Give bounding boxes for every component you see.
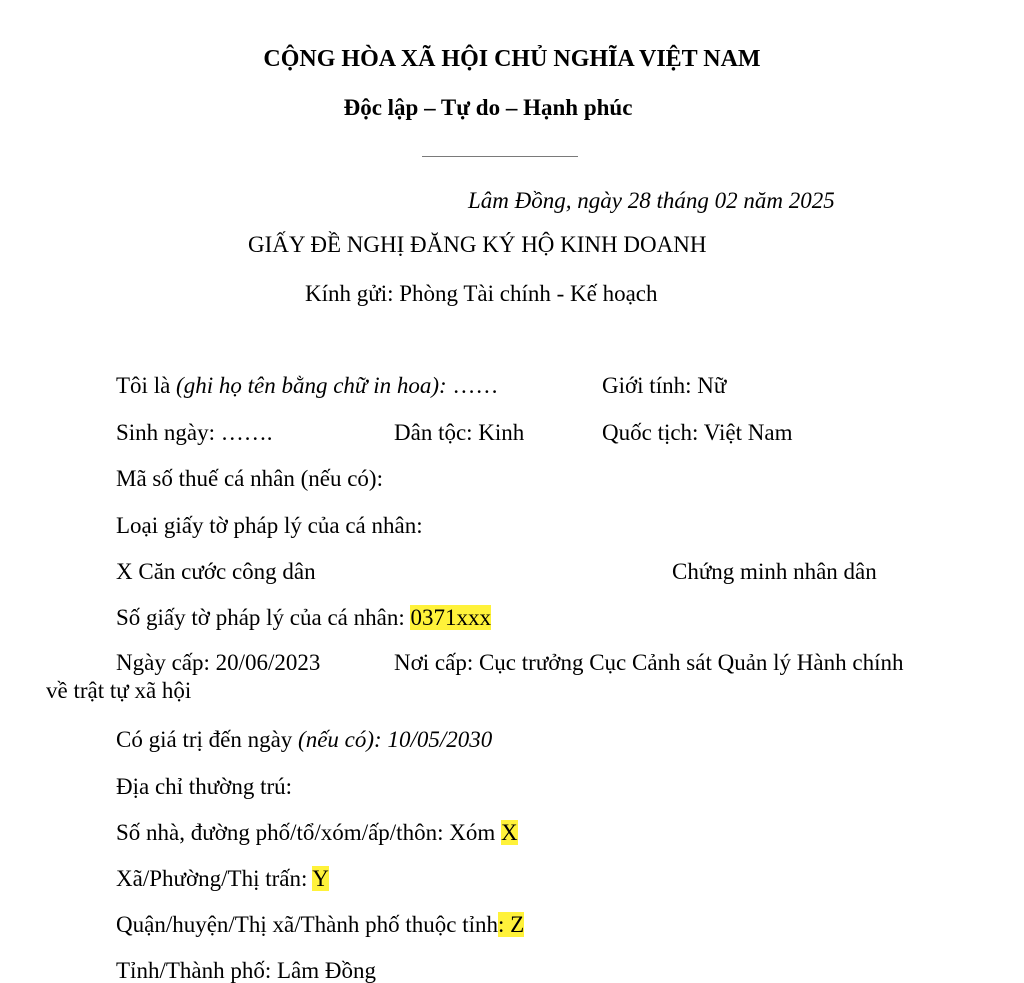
name-label: Tôi là: [116, 373, 177, 398]
district-value: : Z: [497, 912, 525, 937]
id-number-label: Số giấy tờ pháp lý của cá nhân:: [116, 605, 411, 630]
dob-field[interactable]: Sinh ngày: …….: [116, 420, 273, 445]
id-type-label: Loại giấy tờ pháp lý của cá nhân:: [116, 513, 423, 538]
expiry-field: [116, 728, 492, 751]
name-field[interactable]: [116, 374, 498, 397]
district-field[interactable]: [116, 913, 524, 936]
id-option-identity-card[interactable]: Chứng minh nhân dân: [672, 559, 877, 584]
name-value: ……: [452, 373, 499, 398]
ward-label: Xã/Phường/Thị trấn:: [116, 866, 313, 891]
header-divider: [422, 156, 578, 157]
tax-code-field[interactable]: Mã số thuế cá nhân (nếu có):: [116, 466, 383, 491]
recipient: Kính gửi: Phòng Tài chính - Kế hoạch: [305, 281, 658, 306]
street-label: Số nhà, đường phố/tổ/xóm/ấp/thôn: Xóm: [116, 820, 501, 845]
ward-value: Y: [312, 866, 329, 891]
nation-heading: CỘNG HÒA XÃ HỘI CHỦ NGHĨA VIỆT NAM: [263, 46, 761, 72]
nationality-field: Quốc tịch: Việt Nam: [602, 420, 793, 445]
motto: Độc lập – Tự do – Hạnh phúc: [343, 95, 633, 120]
address-label: Địa chỉ thường trú:: [116, 774, 293, 799]
name-hint: (ghi họ tên bằng chữ in hoa):: [176, 373, 453, 398]
expiry-value: (nếu có): 10/05/2030: [298, 727, 493, 752]
ward-field[interactable]: [116, 867, 329, 890]
gender-field: Giới tính: Nữ: [602, 373, 727, 398]
issue-place-field: Nơi cấp: Cục trưởng Cục Cảnh sát Quản lý Hành chính: [394, 650, 904, 675]
street-field[interactable]: [116, 821, 518, 844]
province-field: Tỉnh/Thành phố: Lâm Đồng: [116, 958, 376, 983]
id-option-citizen-card[interactable]: X Căn cước công dân: [116, 559, 316, 584]
ethnicity-field: Dân tộc: Kinh: [394, 420, 525, 445]
place-date: Lâm Đồng, ngày 28 tháng 02 năm 2025: [468, 188, 835, 213]
expiry-label: Có giá trị đến ngày: [116, 727, 299, 752]
street-value: X: [500, 820, 518, 845]
id-number-field[interactable]: [116, 606, 491, 629]
issue-place-continued: về trật tự xã hội: [46, 678, 192, 703]
document-title: GIẤY ĐỀ NGHỊ ĐĂNG KÝ HỘ KINH DOANH: [248, 232, 707, 257]
issue-date-field: Ngày cấp: 20/06/2023: [116, 650, 321, 675]
id-number-value: 0371xxx: [410, 605, 491, 630]
district-label: Quận/huyện/Thị xã/Thành phố thuộc tỉnh: [116, 912, 498, 937]
